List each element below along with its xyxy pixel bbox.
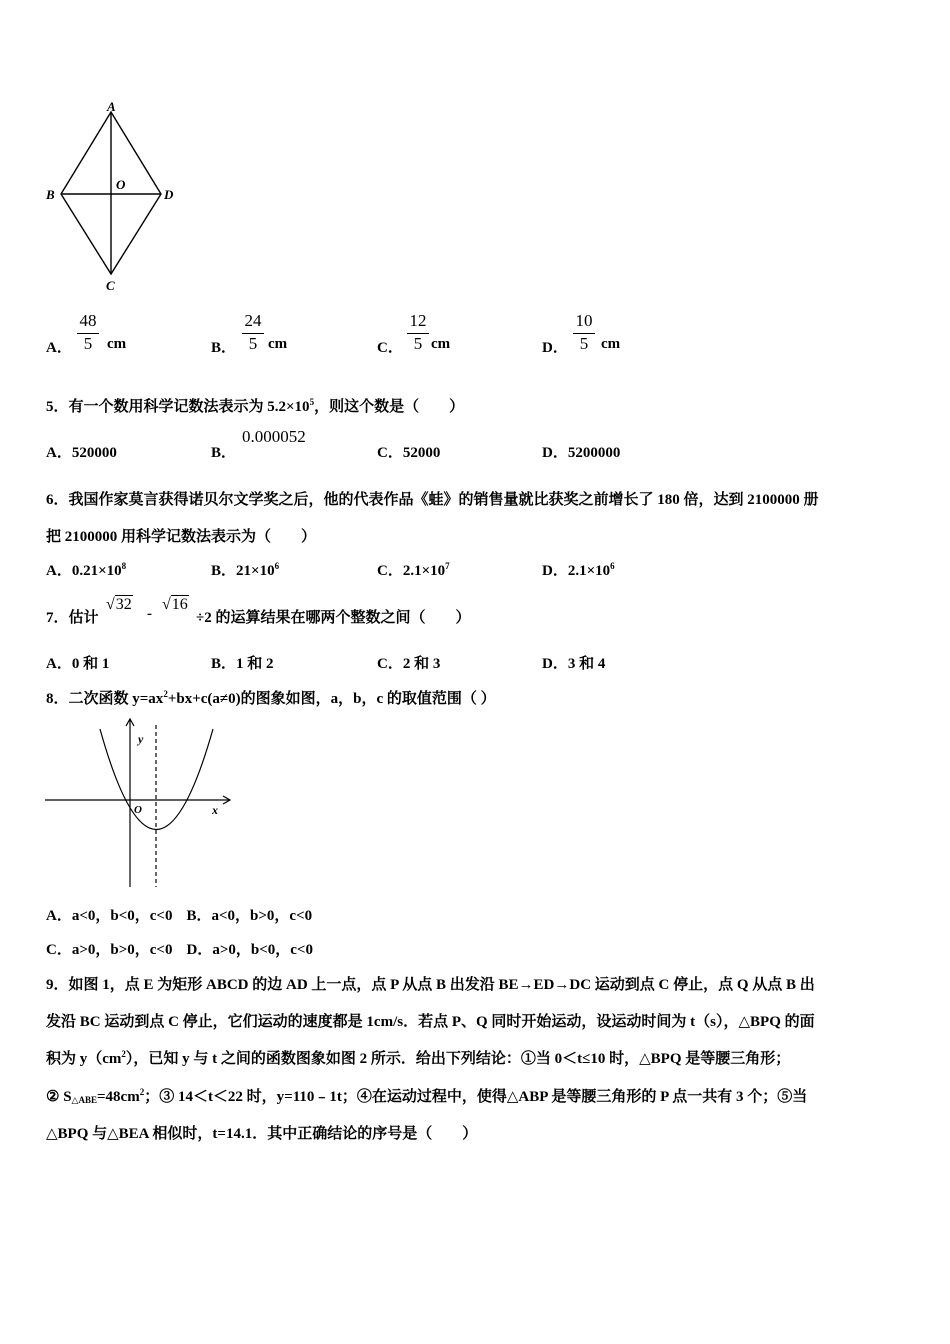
q4-option-b-fraction: [239, 311, 267, 354]
text-segment: ），已知 y 与 t 之间的函数图象如图 2 所示．给出下列结论：①当 0＜t≤10 时，△BPQ 是等腰三角形；: [125, 1051, 791, 1067]
q7-stem-post: ÷2 的运算结果在哪两个整数之间（ ）: [196, 610, 471, 626]
q8-option-d: D．a>0，b<0，c<0: [186, 942, 313, 958]
option-text: 5200000: [567, 445, 621, 461]
q5-stem: [46, 395, 464, 416]
q6-option-d: [542, 559, 615, 580]
option-letter: A．: [46, 445, 72, 461]
q4-option-d-letter: D．: [542, 340, 568, 356]
graph-label-o: O: [134, 804, 142, 816]
q8-options-row-2: [46, 938, 313, 959]
radicand: 32: [115, 596, 132, 613]
option-base: 2.1×10: [567, 563, 611, 579]
q7-radical-1: √32: [106, 596, 132, 613]
q7-option-c: [377, 652, 440, 673]
q4-option-d-unit: cm: [601, 336, 621, 352]
vertex-label-a: A: [107, 99, 116, 114]
q5-stem-pre: 5．有一个数用科学记数法表示为 5.2×10: [46, 399, 310, 415]
option-letter: C．: [377, 656, 403, 672]
option-text: 52000: [402, 445, 441, 461]
q9-stem-line-3: [46, 1047, 790, 1068]
option-letter: C．: [377, 563, 403, 579]
option-letter: A．: [46, 563, 72, 579]
q8-stem-exponent: 2: [163, 689, 168, 699]
q7-radical-2: √16: [162, 596, 188, 613]
q8-stem-post: +bx+c(a≠0)的图象如图，a，b，c 的取值范围（ ）: [167, 691, 496, 707]
graph-label-y: y: [138, 732, 144, 746]
q8-option-a: A．a<0，b<0，c<0: [46, 908, 173, 924]
q9-stem-line-4: [46, 1085, 807, 1106]
subscript: △ABE: [71, 1095, 97, 1105]
q9-stem-line-2: 发沿 BC 运动到点 C 停止，它们运动的速度都是 1cm/s．若点 P、Q 同时开始运动，设运动时间为 t（s），△BPQ 的面: [46, 1014, 815, 1030]
option-exponent: 8: [121, 561, 127, 571]
option-letter: D．: [542, 656, 568, 672]
q8-option-c: C．a>0，b>0，c<0: [46, 942, 173, 958]
q5-option-c: [377, 441, 440, 462]
option-base: 21×10: [236, 563, 275, 579]
option-letter: B．: [211, 656, 237, 672]
option-exponent: 6: [274, 561, 280, 571]
parabola-graph: [40, 715, 240, 895]
option-text: 2 和 3: [402, 656, 441, 672]
q8-options-row-1: [46, 904, 312, 925]
q8-option-b: B．a<0，b>0，c<0: [186, 908, 313, 924]
q7-option-d: [542, 652, 605, 673]
q7-option-b: [211, 652, 274, 673]
q4-option-b-unit: cm: [268, 336, 288, 352]
q9-stem-line-5: △BPQ 与△BEA 相似时，t=14.1．其中正确结论的序号是（ ）: [46, 1126, 478, 1142]
option-base: 0.21×10: [71, 563, 122, 579]
center-label-o: O: [116, 177, 126, 192]
q5-stem-post: ，则这个数是（ ）: [314, 399, 465, 415]
q5-stem-exponent: 5: [309, 397, 315, 407]
text-segment: =48cm: [96, 1089, 140, 1105]
graph-label-x: x: [212, 803, 218, 817]
q7-option-a: [46, 652, 109, 673]
vertex-label-d: D: [164, 187, 174, 202]
q4-option-c-fraction: [404, 311, 432, 354]
q5-option-b: [211, 441, 236, 462]
fraction-denominator: 5: [248, 334, 258, 353]
q6-stem-line-2: 把 2100000 用科学记数法表示为（ ）: [46, 529, 317, 545]
q4-option-a-fraction: [74, 311, 102, 354]
option-base: 2.1×10: [402, 563, 446, 579]
exponent: 2: [139, 1087, 145, 1097]
option-text: 3 和 4: [567, 656, 606, 672]
text-segment: 积为 y（cm: [46, 1051, 122, 1067]
fraction-numerator: 48: [79, 311, 97, 330]
q5-option-a: [46, 441, 117, 462]
q6-option-a: [46, 559, 126, 580]
fraction-numerator: 24: [244, 311, 262, 330]
q9-stem-line-1: 9．如图 1，点 E 为矩形 ABCD 的边 AD 上一点，点 P 从点 B 出发沿 BE→ED→DC 运动到点 C 停止，点 Q 从点 B 出: [46, 977, 815, 993]
q7-minus: -: [147, 606, 152, 622]
vertex-label-c: C: [106, 278, 115, 293]
text-segment: ；③ 14＜t＜22 时，y=110﹣1t；④在运动过程中，使得△ABP 是等腰三角形的 P 点一共有 3 个；⑤当: [144, 1089, 808, 1105]
option-exponent: 6: [610, 561, 615, 571]
fraction-denominator: 5: [413, 334, 423, 353]
q4-option-c-letter: C．: [377, 340, 403, 356]
option-text: 0 和 1: [71, 656, 110, 672]
q6-option-c: [377, 559, 450, 580]
q4-option-c-unit: cm: [431, 336, 451, 352]
option-exponent: 7: [445, 561, 450, 571]
exponent: 2: [121, 1049, 126, 1059]
q8-stem: [46, 687, 496, 708]
fraction-numerator: 12: [409, 311, 427, 330]
fraction-denominator: 5: [83, 334, 93, 353]
fraction-numerator: 10: [575, 311, 593, 330]
q4-option-b-letter: B．: [211, 340, 237, 356]
q4-option-a-letter: A．: [46, 340, 72, 356]
q5-option-b-text: 0.000052: [242, 427, 306, 446]
option-letter: B．: [211, 563, 237, 579]
option-text: 1 和 2: [236, 656, 274, 672]
option-letter: B．: [211, 445, 237, 461]
vertex-label-b: B: [46, 187, 55, 202]
q7-stem-pre: 7．估计: [46, 610, 99, 626]
option-letter: D．: [542, 445, 568, 461]
option-letter: C．: [377, 445, 403, 461]
q5-option-d: [542, 441, 620, 462]
option-letter: A．: [46, 656, 72, 672]
option-letter: D．: [542, 563, 568, 579]
q6-option-b: [211, 559, 279, 580]
rhombus-figure: [40, 98, 190, 298]
q6-stem-line-1: 6．我国作家莫言获得诺贝尔文学奖之后，他的代表作品《蛙》的销售量就比获奖之前增长了 180 倍，达到 2100000 册: [46, 492, 819, 508]
option-text: 520000: [71, 445, 117, 461]
q8-stem-pre: 8．二次函数 y=ax: [46, 691, 164, 707]
fraction-denominator: 5: [579, 334, 589, 353]
q4-option-d-fraction: [570, 311, 598, 354]
text-segment: ② S: [46, 1089, 72, 1105]
radicand: 16: [171, 596, 188, 613]
q4-option-a-unit: cm: [107, 336, 127, 352]
